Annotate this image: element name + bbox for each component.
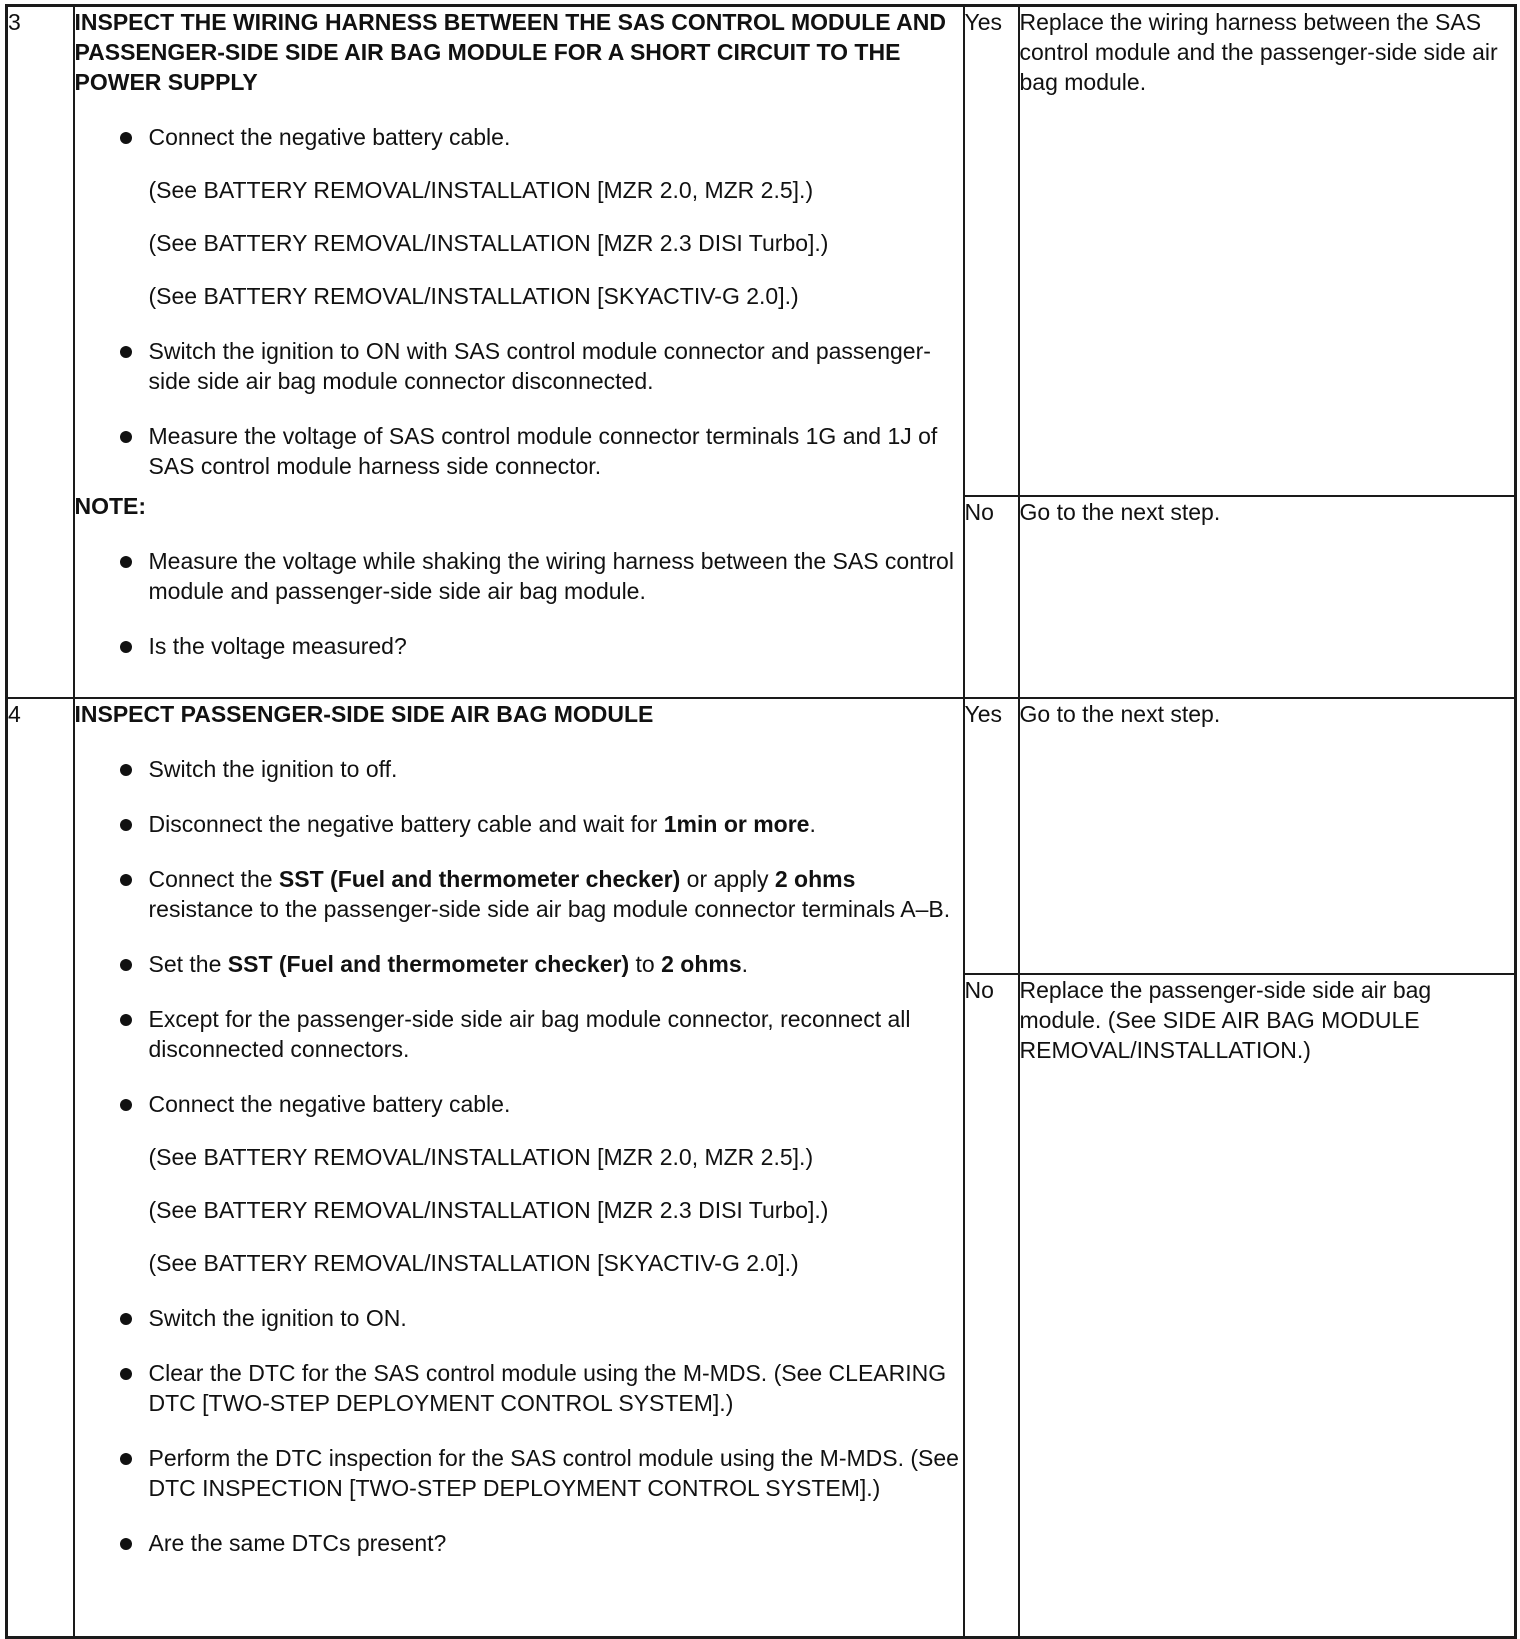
step-4-b2-bold: 1min or more <box>663 810 810 837</box>
step-3-yes-action: Replace the wiring harness between the SAS control module and the passenger-side side air bag module. <box>1019 6 1516 496</box>
step-3-bullet-connect-battery: Connect the negative battery cable. <box>75 122 963 152</box>
step-3-bullet-measure-voltage: Measure the voltage of SAS control module connector terminals 1G and 1J of SAS control module harness side connector. <box>75 421 963 481</box>
step-4-bullet-reconnect: Except for the passenger-side side air bag module connector, reconnect all disconnected connectors. <box>75 1004 963 1064</box>
step-3-ref-battery-mzr20: (See BATTERY REMOVAL/INSTALLATION [MZR 2.0, MZR 2.5].) <box>148 177 814 203</box>
step-3-question: Is the voltage measured? <box>75 631 963 661</box>
step-3-bullet-ignition-on: Switch the ignition to ON with SAS control module connector and passenger-side side air bag module connector disconnected. <box>75 336 963 396</box>
step-4-b3-sst: SST (Fuel and thermometer checker) <box>278 865 681 892</box>
step-4-b3-mid: or apply <box>680 865 775 892</box>
step-4-question: Are the same DTCs present? <box>75 1528 963 1558</box>
step-3-note-bullet: Measure the voltage while shaking the wiring harness between the SAS control module and passenger-side side air bag module. <box>75 546 963 606</box>
step-4-no-label: No <box>964 974 1019 1638</box>
step-3-inspection <box>74 6 964 698</box>
step-4-b2-text: Disconnect the negative battery cable and wait for <box>148 810 664 837</box>
step-4-title: INSPECT PASSENGER-SIDE SIDE AIR BAG MODULE <box>74 700 654 727</box>
step-4-number: 4 <box>7 698 74 1638</box>
step-3-no-label: No <box>964 496 1019 698</box>
step-4-bullet-connect-battery: Connect the negative battery cable. <box>75 1089 963 1119</box>
step-3-ref-battery-skyactiv: (See BATTERY REMOVAL/INSTALLATION [SKYACTIV-G 2.0].) <box>148 283 799 309</box>
step-4-b4-sst: SST (Fuel and thermometer checker) <box>227 950 630 977</box>
step-4-yes-action: Go to the next step. <box>1019 698 1516 974</box>
step-4-b4-text: Set the <box>148 950 228 977</box>
step-3-yes-label: Yes <box>964 6 1019 496</box>
step-4-inspection <box>74 698 964 1638</box>
step-4-bullet-clear-dtc: Clear the DTC for the SAS control module using the M-MDS. (See CLEARING DTC [TWO-STEP DEPLOYMENT CONTROL SYSTEM].) <box>75 1358 963 1418</box>
step-4-ref-battery-mzr20: (See BATTERY REMOVAL/INSTALLATION [MZR 2.0, MZR 2.5].) <box>148 1143 814 1170</box>
step-4-no-action: Replace the passenger-side side air bag module. (See SIDE AIR BAG MODULE REMOVAL/INSTALLATION.) <box>1019 974 1516 1638</box>
step-3-note-label: NOTE: <box>74 493 147 519</box>
step-4-b3-text: Connect the <box>148 865 279 892</box>
step-3-list-2 <box>75 336 963 481</box>
step-3-number: 3 <box>7 6 74 698</box>
step-4-b2-end: . <box>809 810 816 837</box>
step-4-ref-battery-skyactiv: (See BATTERY REMOVAL/INSTALLATION [SKYACTIV-G 2.0].) <box>148 1249 799 1276</box>
step-3-note-list <box>75 546 963 661</box>
step-3-row-yes <box>7 6 1516 496</box>
step-3-title: INSPECT THE WIRING HARNESS BETWEEN THE SAS CONTROL MODULE AND PASSENGER-SIDE SIDE AIR BAG MODULE FOR A SHORT CIRCUIT TO THE POWER SUPPLY <box>74 9 946 95</box>
step-4-row-yes <box>7 698 1516 974</box>
diagnostic-procedure-table <box>5 4 1517 1639</box>
step-4-b3-ohms: 2 ohms <box>774 865 856 892</box>
step-4-bullet-ignition-off: Switch the ignition to off. <box>75 754 963 784</box>
step-4-b4-mid: to <box>629 950 662 977</box>
step-4-b4-end: . <box>741 950 749 977</box>
step-4-bullet-dtc-inspection: Perform the DTC inspection for the SAS control module using the M-MDS. (See DTC INSPECTION [TWO-STEP DEPLOYMENT CONTROL SYSTEM].) <box>75 1443 963 1503</box>
step-4-bullet-connect-sst <box>75 864 963 924</box>
step-3-ref-battery-mzr23: (See BATTERY REMOVAL/INSTALLATION [MZR 2.3 DISI Turbo].) <box>148 230 829 256</box>
step-4-bullet-disconnect-battery <box>75 809 963 839</box>
step-4-list <box>75 754 963 1119</box>
step-4-b3-end: resistance to the passenger-side side air bag module connector terminals A–B. <box>148 895 951 922</box>
step-3-no-action: Go to the next step. <box>1019 496 1516 698</box>
step-4-ref-battery-mzr23: (See BATTERY REMOVAL/INSTALLATION [MZR 2.3 DISI Turbo].) <box>148 1196 829 1223</box>
step-4-yes-label: Yes <box>964 698 1019 974</box>
step-4-bullet-ignition-on: Switch the ignition to ON. <box>75 1303 963 1333</box>
step-4-b4-ohms: 2 ohms <box>661 950 742 977</box>
step-4-bullet-set-sst <box>75 949 963 979</box>
step-4-list-2 <box>75 1303 963 1558</box>
step-3-list <box>75 122 963 152</box>
